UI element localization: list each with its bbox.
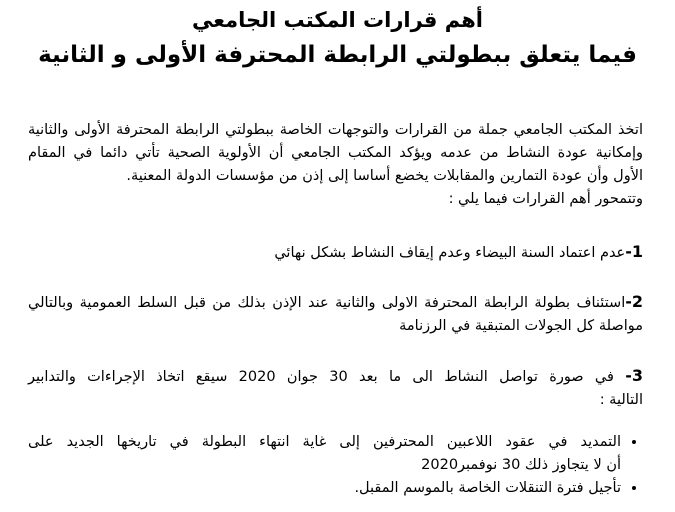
intro-line: وتتمحور أهم القرارات فيما يلي :	[448, 191, 643, 207]
decision-text: استئناف بطولة الرابطة المحترفة الاولى والثانية عند الإذن بذلك من قبل السلط العمومية وبالتالي	[28, 295, 626, 311]
decision-text: في صورة تواصل النشاط الى ما بعد 30 جوان 2020 سيقع اتخاذ الإجراءات والتدابير	[28, 369, 614, 385]
bullet-line: • تأجيل فترة التنقلات الخاصة بالموسم المقبل.	[354, 480, 621, 496]
bullets	[28, 431, 643, 500]
intro-line: اتخذ المكتب الجامعي جملة من القرارات والتوجهات الخاصة ببطولتي الرابطة المحترفة الأولى والثانية	[28, 122, 643, 138]
decision-line	[28, 290, 643, 315]
decision-number: 1-	[625, 242, 643, 261]
decision-line: مواصلة كل الجولات المتبقية في الرزنامة	[399, 318, 643, 334]
intro-line: الأول وأن عودة التمارين والمقابلات يخضع أساسا إلى إذن من مؤسسات الدولة المعنية.	[126, 168, 643, 184]
intro-paragraph	[28, 119, 643, 211]
bullet-item	[28, 477, 621, 500]
decision-item-3	[28, 364, 643, 412]
decision-item-2	[28, 290, 643, 338]
bullet-list	[28, 431, 643, 500]
decision-number: 3-	[625, 366, 643, 385]
decision-number: 2-	[625, 292, 643, 311]
decision-text: عدم اعتماد السنة البيضاء وعدم إيقاف النشاط بشكل نهائي	[274, 245, 626, 261]
title-line-2: فيما يتعلق ببطولتي الرابطة المحترفة الأولى و الثانية	[38, 42, 637, 68]
title-line-1: أهم قرارات المكتب الجامعي	[192, 8, 483, 32]
decision-line	[28, 364, 643, 389]
decision-item-1	[28, 240, 643, 265]
intro-line: وإمكانية عودة النشاط من عدمه ويؤكد المكتب الجامعي أن الأولوية الصحية تأتي دائما في المقام	[28, 145, 643, 161]
decision-line: التالية :	[599, 392, 643, 408]
bullet-line: أن لا يتجاوز ذلك 30 نوفمبر2020	[421, 457, 621, 473]
bullet-item	[28, 431, 621, 477]
decision-line	[28, 240, 643, 265]
bullet-line: • التمديد في عقود اللاعبين المحترفين إلى غاية انتهاء البطولة في تاريخها الجديد على	[28, 434, 621, 450]
